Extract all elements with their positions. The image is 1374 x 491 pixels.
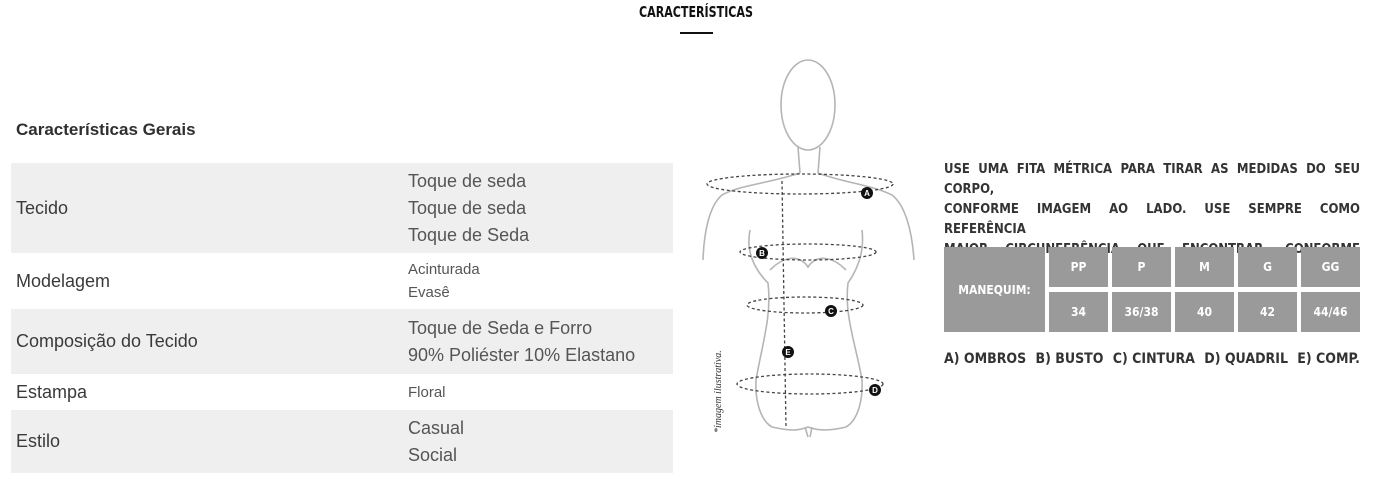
spec-label: Estampa — [16, 381, 88, 402]
spec-row-estampa — [11, 374, 673, 410]
mannequin-outline — [703, 60, 914, 437]
legend-item: D) QUADRIL — [1204, 351, 1288, 367]
spec-label: Modelagem — [16, 270, 111, 291]
spec-row-composicao — [11, 309, 673, 374]
size-cell: GG — [1301, 247, 1360, 287]
spec-values — [408, 168, 673, 249]
legend-item: B) BUSTO — [1035, 351, 1104, 367]
legend-item: E) COMP. — [1297, 351, 1360, 367]
figure-caption: *imagem ilustrativa. — [713, 350, 724, 433]
legend-item: C) CINTURA — [1112, 351, 1195, 367]
spec-values — [408, 381, 673, 404]
marker-e-label: E — [785, 348, 791, 357]
number-cell: 36/38 — [1112, 292, 1171, 332]
number-cell: 42 — [1238, 292, 1297, 332]
measurement-legend — [944, 351, 1360, 367]
spec-value: 90% Poliéster 10% Elastano — [408, 344, 636, 365]
spec-row-tecido — [11, 163, 673, 253]
size-cell: M — [1175, 247, 1234, 287]
spec-value: Evasê — [408, 284, 450, 301]
size-cell: G — [1238, 247, 1297, 287]
marker-b-label: B — [759, 249, 765, 258]
title-underline — [680, 32, 713, 34]
spec-row-estilo — [11, 410, 673, 473]
measure-markers — [756, 187, 881, 396]
marker-c-label: C — [828, 307, 834, 316]
spec-value: Toque de Seda e Forro — [408, 317, 593, 338]
spec-values — [408, 415, 673, 469]
size-cell: P — [1112, 247, 1171, 287]
number-cell: 44/46 — [1301, 292, 1360, 332]
spec-label: Tecido — [16, 197, 69, 218]
specs-table — [11, 163, 673, 473]
spec-label: Composição do Tecido — [16, 331, 198, 351]
body-measurement-figure — [700, 55, 920, 440]
page-title: CARACTERÍSTICAS — [639, 3, 753, 21]
instruction-line: USE UMA FITA MÉTRICA PARA TIRAR AS MEDIDAS DO SEU CORPO, — [944, 162, 1360, 197]
measure-lines — [707, 174, 893, 427]
number-cell: 40 — [1175, 292, 1234, 332]
spec-value: Toque de seda — [408, 197, 527, 218]
size-cell: PP — [1049, 247, 1108, 287]
spec-label: Estilo — [16, 431, 61, 451]
legend-item: A) OMBROS — [944, 351, 1027, 367]
spec-row-modelagem — [11, 253, 673, 309]
size-table-header: MANEQUIM: — [944, 247, 1045, 332]
marker-a-label: A — [864, 189, 870, 198]
spec-value: Acinturada — [408, 261, 480, 278]
spec-value: Toque de seda — [408, 170, 527, 191]
spec-value: Floral — [408, 383, 446, 401]
instruction-line: CONFORME IMAGEM AO LADO. USE SEMPRE COMO REFERÊNCIA — [944, 202, 1360, 237]
spec-value: Toque de Seda — [408, 224, 530, 245]
spec-values — [408, 315, 673, 369]
specs-title: Características Gerais — [16, 120, 196, 139]
spec-value: Casual — [408, 417, 465, 438]
marker-d-label: D — [872, 386, 878, 395]
number-cell: 34 — [1049, 292, 1108, 332]
spec-value: Social — [408, 444, 458, 465]
spec-values — [408, 258, 673, 304]
